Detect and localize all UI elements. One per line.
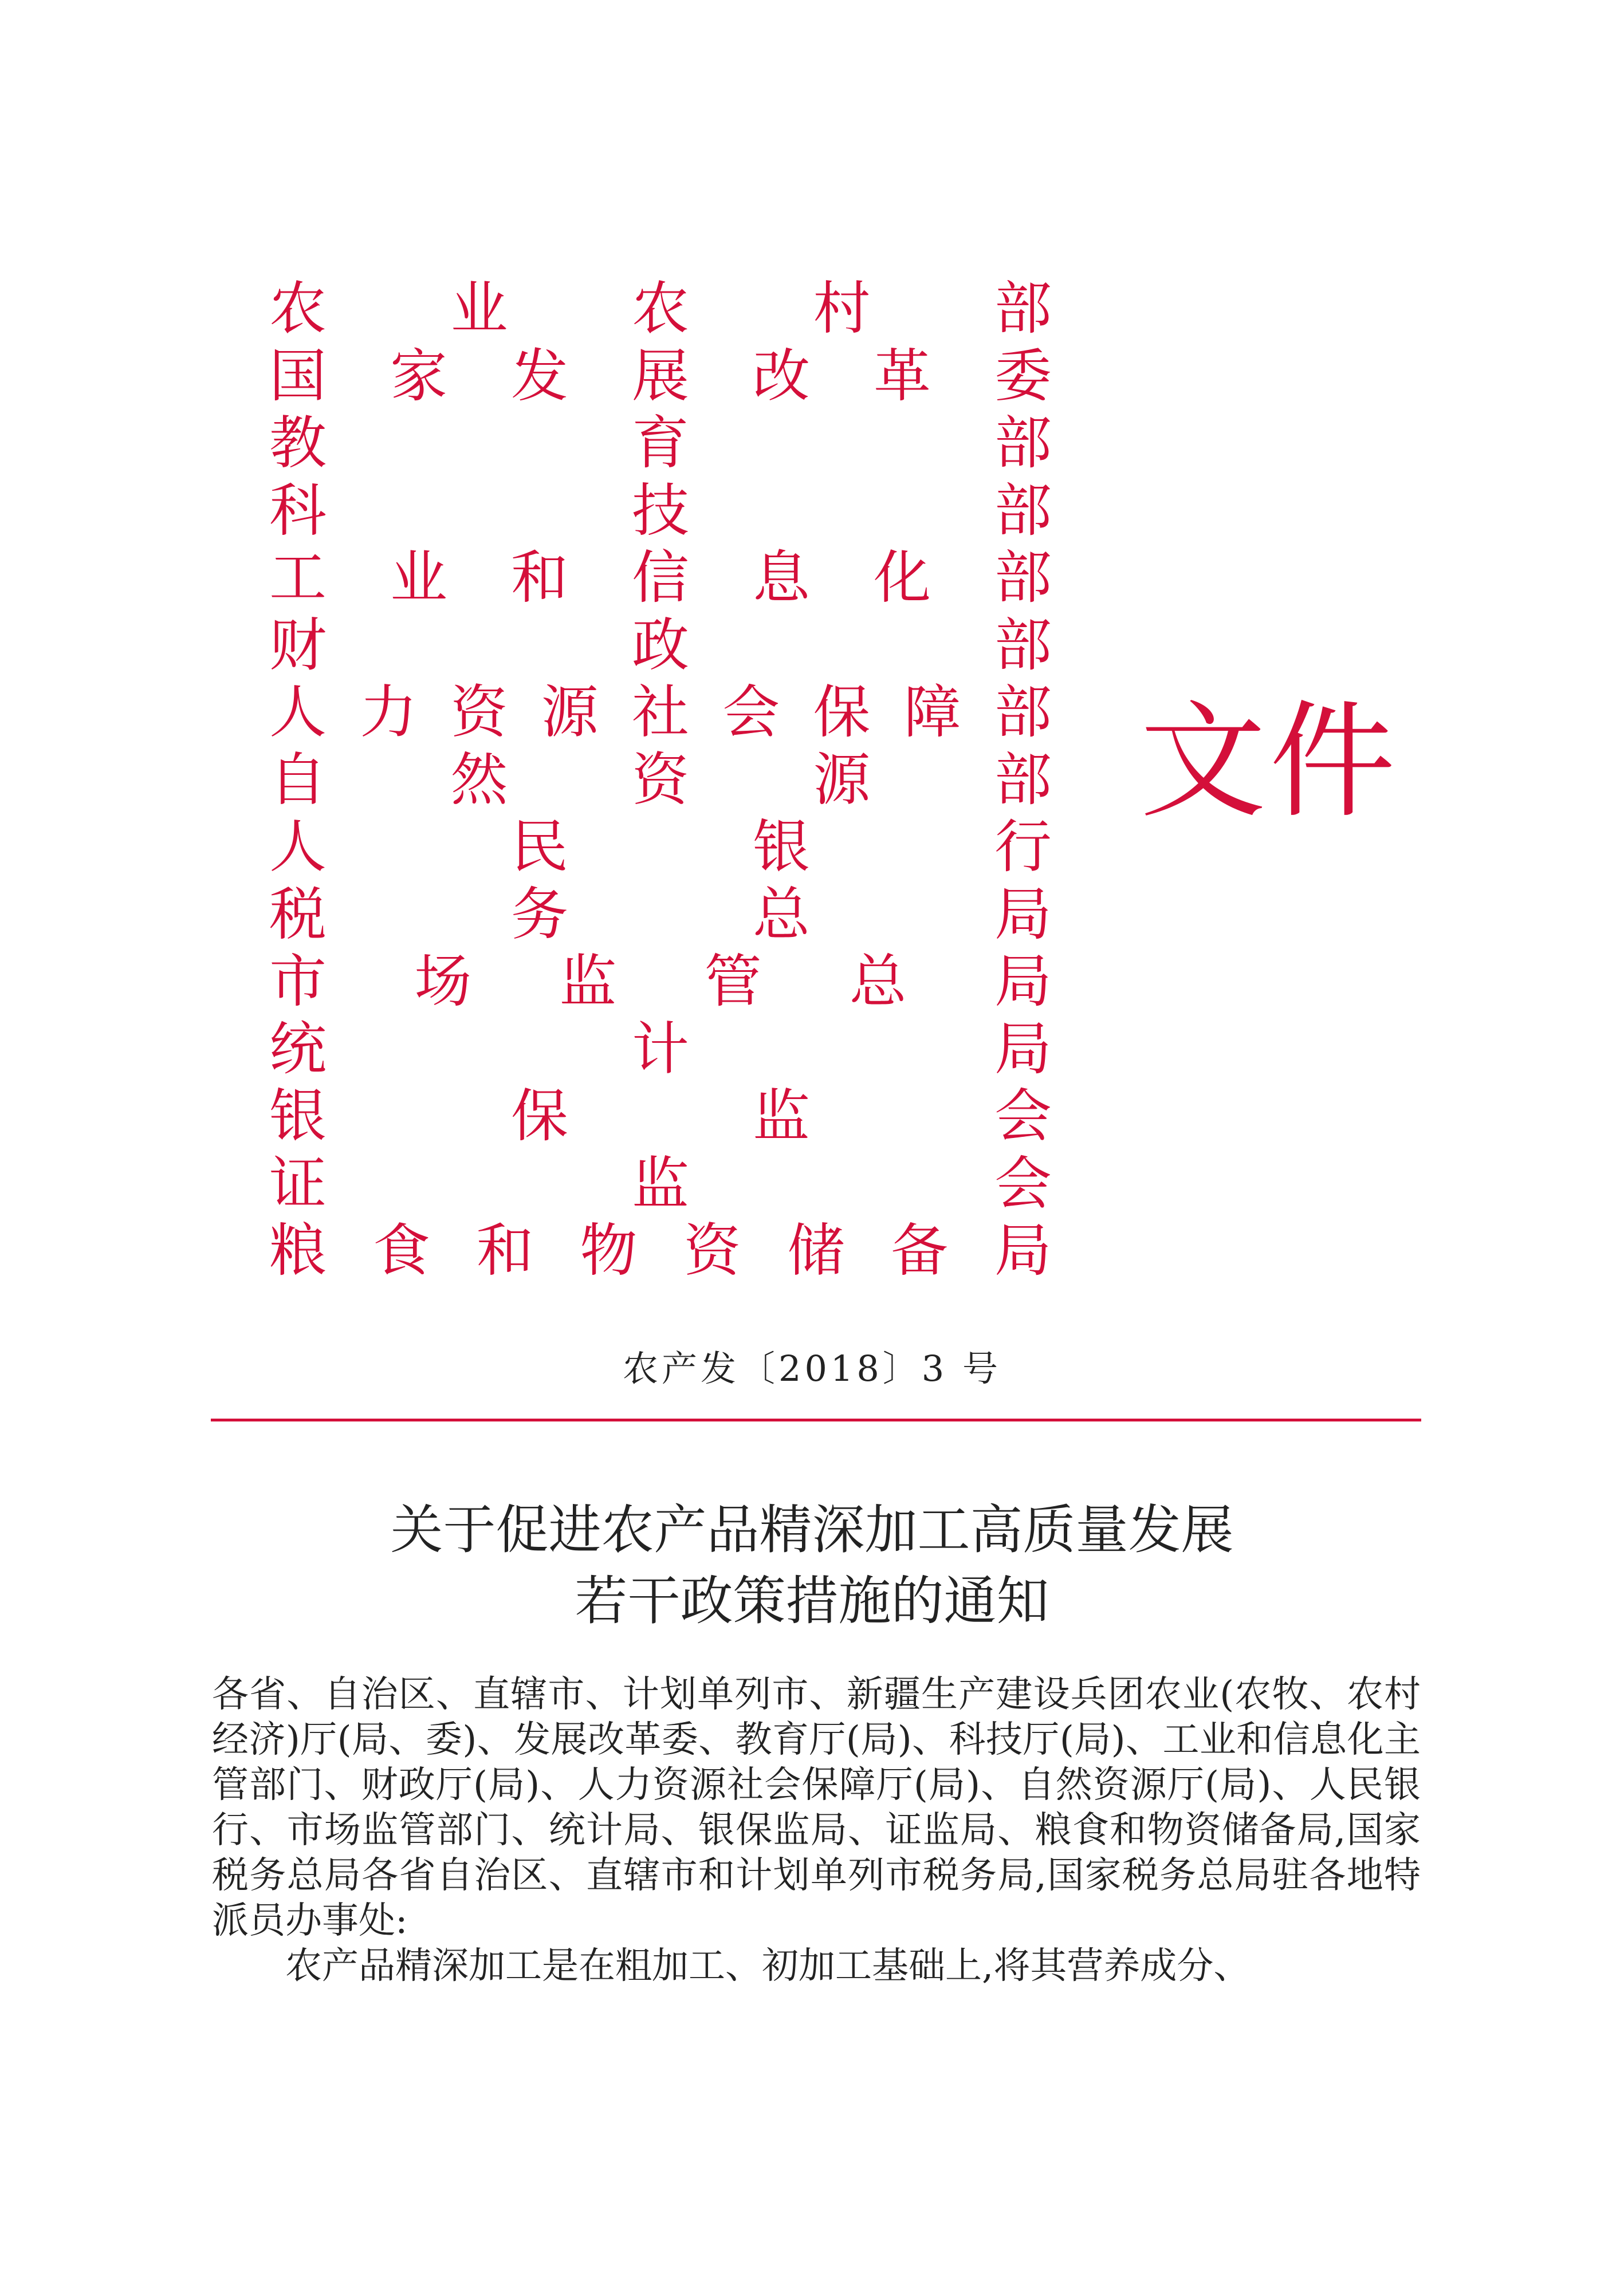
agency-char: 科 <box>269 476 327 544</box>
agency-char: 技 <box>632 476 689 544</box>
agency-char: 和 <box>476 1217 534 1285</box>
agency-char: 市 <box>269 948 327 1015</box>
document-body <box>212 1672 1421 1989</box>
agency-name-row <box>268 477 1053 545</box>
agency-char: 业 <box>390 544 447 612</box>
agency-name-row <box>268 275 1053 342</box>
agency-char: 场 <box>414 948 472 1015</box>
agency-char: 业 <box>450 275 508 342</box>
document-label: 文件 <box>1140 688 1399 835</box>
agency-char: 局 <box>994 948 1052 1015</box>
agency-char: 局 <box>994 880 1052 948</box>
agency-name-row <box>268 881 1053 948</box>
agency-char: 部 <box>994 544 1052 612</box>
agency-name-row <box>268 342 1053 410</box>
agency-char: 社 <box>632 679 689 746</box>
agency-char: 会 <box>722 679 780 746</box>
agency-char: 部 <box>994 476 1052 544</box>
agency-char: 和 <box>511 544 568 612</box>
agency-char: 源 <box>541 679 599 746</box>
agency-char: 展 <box>632 342 689 409</box>
agency-char: 政 <box>632 611 689 679</box>
agency-char: 计 <box>632 1015 689 1082</box>
agency-char: 信 <box>632 544 689 612</box>
agency-char: 保 <box>511 1082 568 1150</box>
agency-char: 部 <box>994 746 1052 813</box>
agency-char: 革 <box>874 342 931 409</box>
agency-char: 财 <box>269 611 327 679</box>
agency-char: 教 <box>269 409 327 477</box>
agency-char: 统 <box>269 1015 327 1082</box>
agency-char: 农 <box>269 275 327 342</box>
agency-char: 银 <box>269 1082 327 1150</box>
agency-char: 自 <box>269 746 327 813</box>
agency-char: 委 <box>994 342 1052 409</box>
agency-name-row <box>268 1217 1053 1285</box>
agency-char: 障 <box>903 679 961 746</box>
agency-char: 证 <box>269 1149 327 1217</box>
agency-char: 息 <box>753 544 810 612</box>
agency-char: 人 <box>269 679 327 746</box>
agency-char: 部 <box>994 679 1052 746</box>
agency-name-row <box>268 409 1053 477</box>
agency-char: 局 <box>994 1217 1052 1285</box>
agency-char: 家 <box>390 342 447 409</box>
red-divider-line <box>211 1419 1421 1421</box>
agency-char: 备 <box>891 1217 949 1285</box>
agency-name-row <box>268 1082 1053 1150</box>
agency-char: 村 <box>813 275 871 342</box>
agency-char: 资 <box>632 746 689 813</box>
agency-char: 资 <box>450 679 508 746</box>
agency-char: 监 <box>753 1082 810 1150</box>
agency-char: 务 <box>511 880 568 948</box>
agency-name-row <box>268 813 1053 881</box>
agency-char: 改 <box>753 342 810 409</box>
agency-name-row <box>268 1015 1053 1083</box>
agency-char: 行 <box>994 813 1052 881</box>
agency-char: 部 <box>994 275 1052 342</box>
agency-name-row <box>268 1150 1053 1218</box>
agency-char: 税 <box>269 880 327 948</box>
agency-char: 工 <box>269 544 327 612</box>
salutation: 各省、自治区、直辖市、计划单列市、新疆生产建设兵团农业(农牧、农村经济)厅(局、委)、发展改革委、教育厅(局)、科技厅(局)、工业和信息化主管部门、财政厅(局)、人力资源社会保障厅(局)、自然资源厅(局)、人民银行、市场监管部门、统计局、银保监局、证监局、粮食和物资储备局,国家税务总局各省自治区、直辖市和计划单列市税务局,国家税务总局驻各地特派员办事处: <box>212 1673 1421 1942</box>
agency-char: 化 <box>874 544 931 612</box>
agency-name-row <box>268 679 1053 746</box>
agency-char: 保 <box>813 679 871 746</box>
agency-name-row <box>268 544 1053 612</box>
agency-char: 银 <box>753 813 810 881</box>
agency-char: 粮 <box>269 1217 327 1285</box>
agency-name-row <box>268 948 1053 1015</box>
agency-name-row <box>268 612 1053 679</box>
agency-char: 部 <box>994 409 1052 477</box>
agency-char: 然 <box>450 746 508 813</box>
agency-char: 总 <box>753 880 810 948</box>
agency-char: 会 <box>994 1082 1052 1150</box>
title-line-1: 关于促进农产品精深加工高质量发展 <box>390 1499 1234 1561</box>
agency-char: 储 <box>787 1217 845 1285</box>
agency-char: 会 <box>994 1149 1052 1217</box>
document-title <box>0 1495 1624 1637</box>
body-paragraph: 农产品精深加工是在粗加工、初加工基础上,将其营养成分、 <box>285 1945 1251 1987</box>
agency-char: 国 <box>269 342 327 409</box>
agency-char: 人 <box>269 813 327 881</box>
document-number: 农产发〔2018〕3 号 <box>623 1348 1001 1389</box>
agency-char: 力 <box>360 679 418 746</box>
agency-char: 民 <box>511 813 568 881</box>
agency-char: 管 <box>704 948 762 1015</box>
agency-char: 部 <box>994 611 1052 679</box>
title-line-2: 若干政策措施的通知 <box>575 1570 1049 1632</box>
agency-char: 源 <box>813 746 871 813</box>
issuing-agencies-block <box>268 275 1053 1285</box>
agency-char: 食 <box>372 1217 430 1285</box>
agency-char: 物 <box>580 1217 638 1285</box>
agency-char: 农 <box>632 275 689 342</box>
agency-char: 发 <box>511 342 568 409</box>
agency-char: 监 <box>632 1149 689 1217</box>
agency-char: 局 <box>994 1015 1052 1082</box>
agency-char: 资 <box>683 1217 741 1285</box>
agency-name-row <box>268 746 1053 814</box>
agency-char: 监 <box>559 948 617 1015</box>
agency-char: 总 <box>849 948 907 1015</box>
agency-char: 育 <box>632 409 689 477</box>
